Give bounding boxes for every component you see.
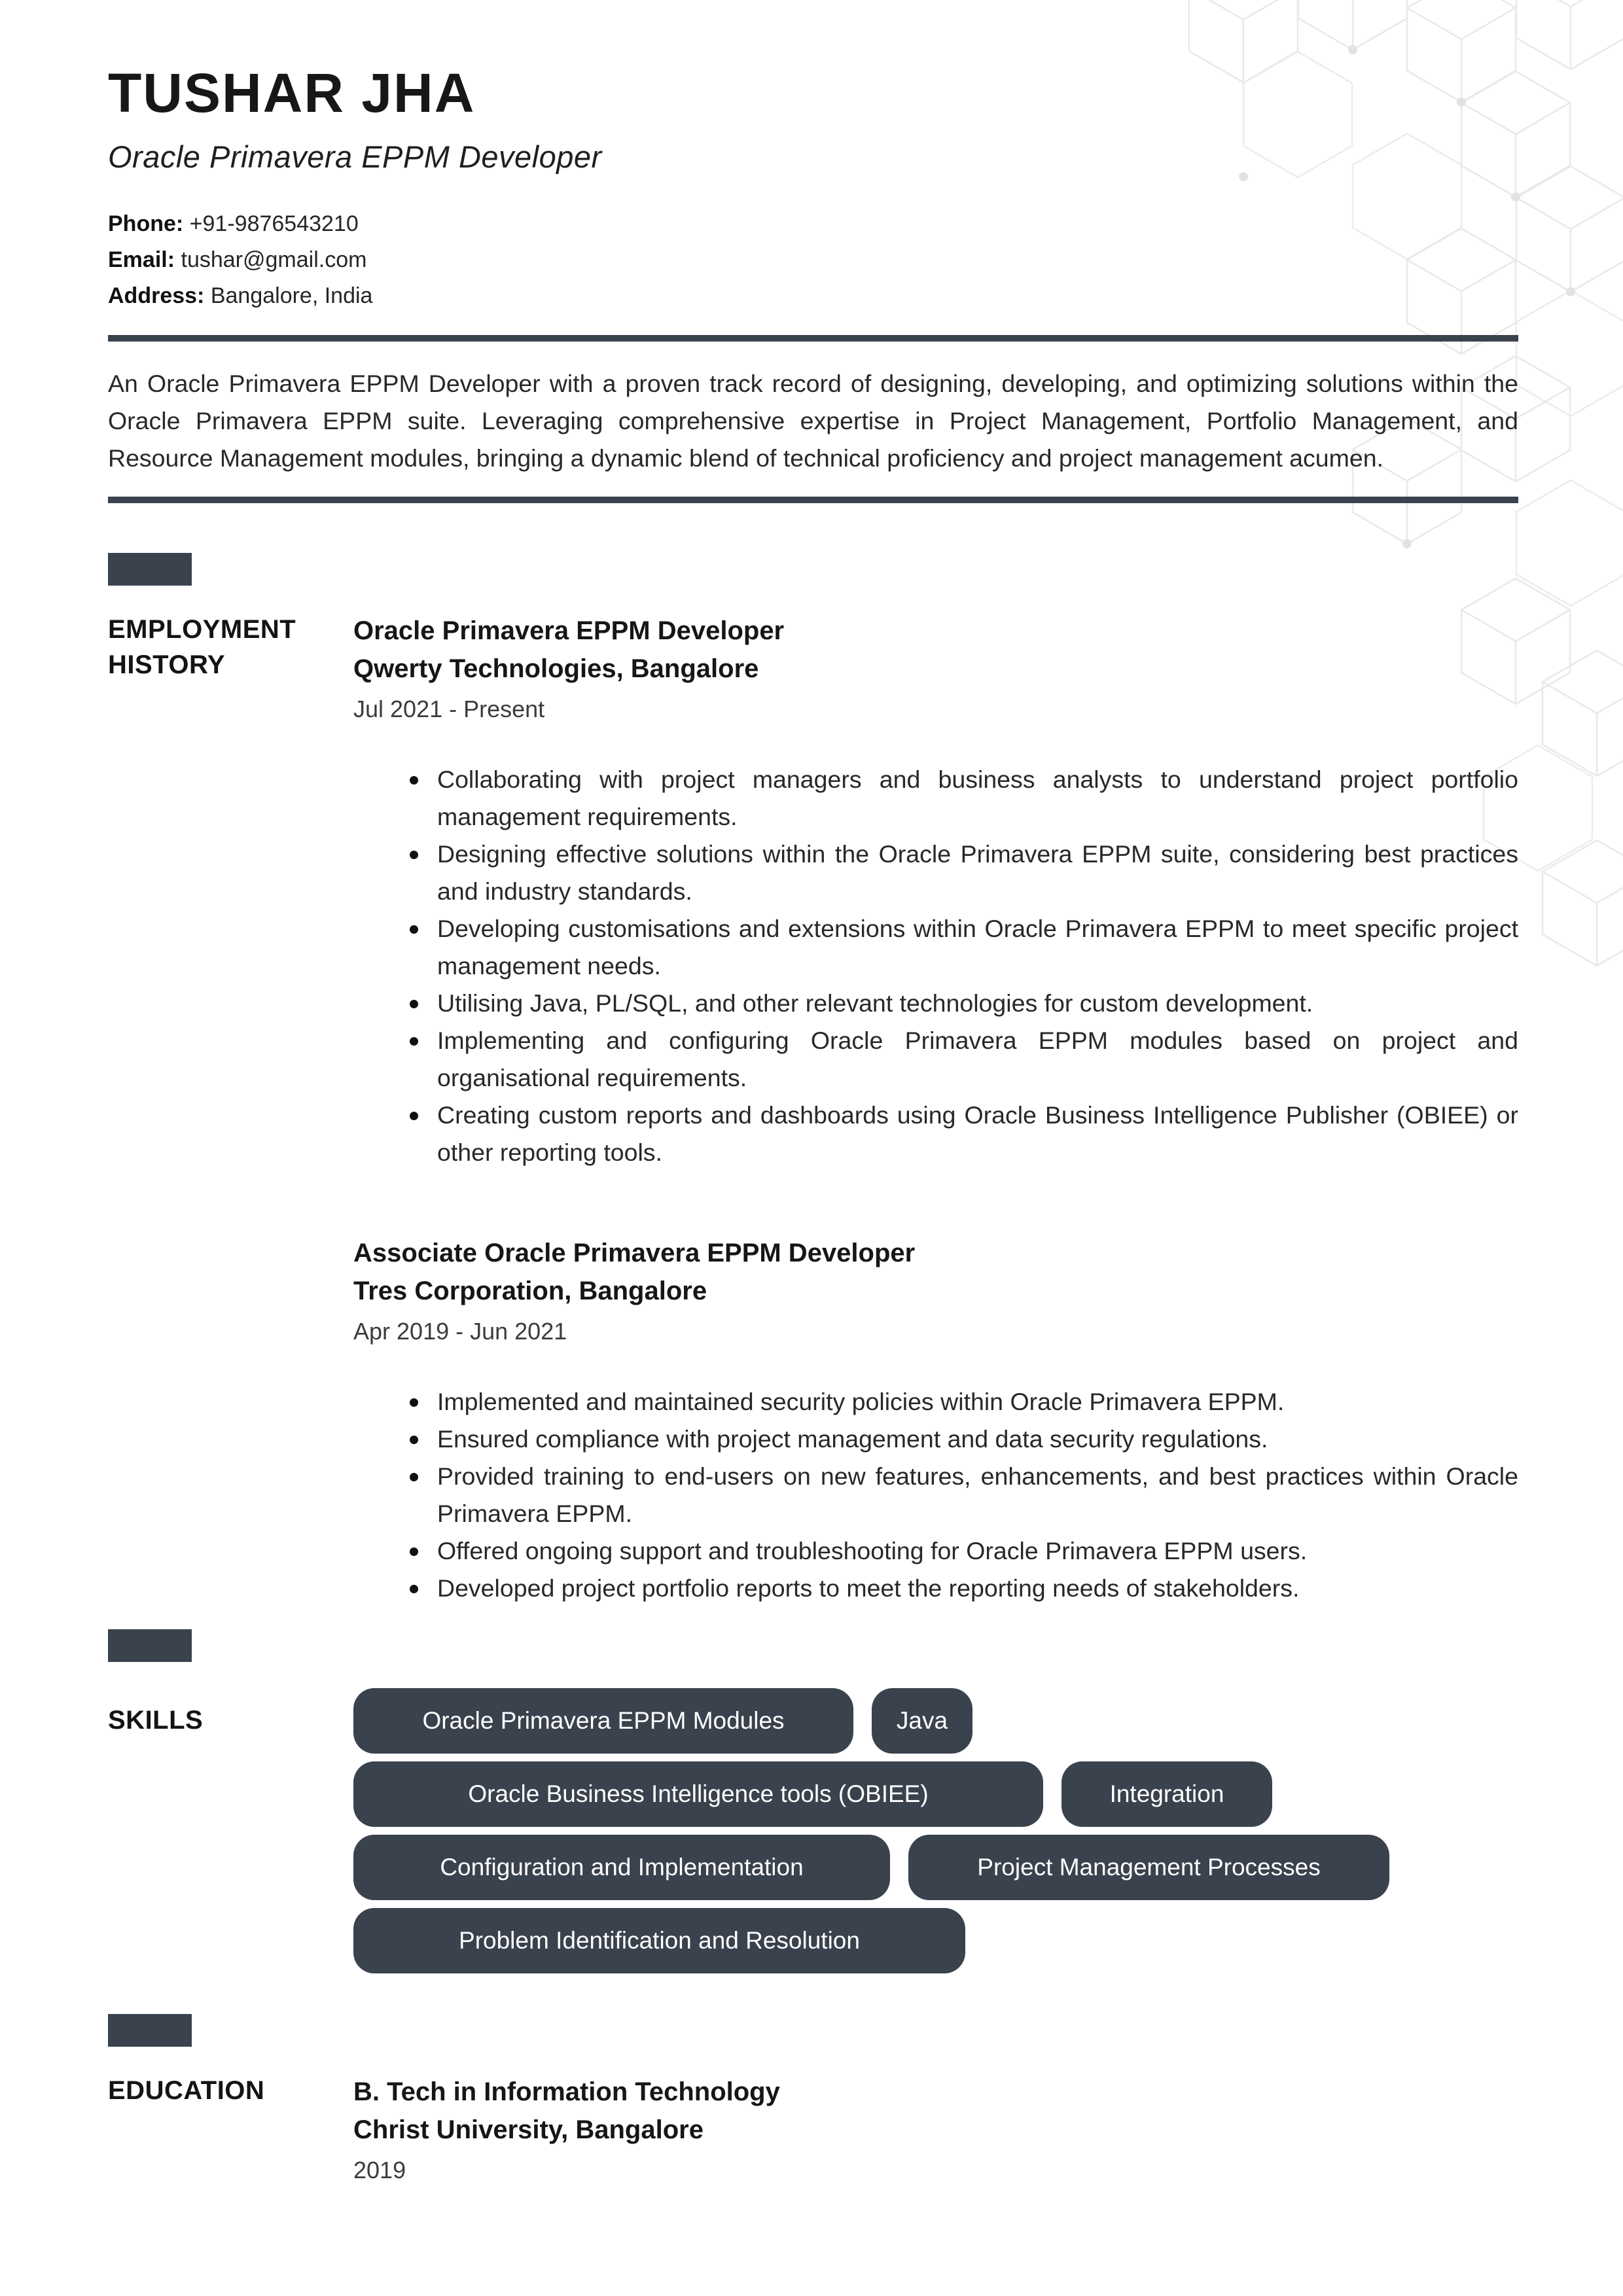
- education-degree: B. Tech in Information Technology: [353, 2077, 780, 2107]
- job-title: Associate Oracle Primavera EPPM Developer: [353, 1239, 916, 1268]
- job-dates: Apr 2019 - Jun 2021: [353, 1318, 567, 1345]
- employment-heading-col: [108, 612, 353, 1607]
- employment-heading: EMPLOYMENT HISTORY: [108, 615, 296, 680]
- job-bullet: Developed project portfolio reports to meet the reporting needs of stakeholders.: [437, 1570, 1518, 1607]
- divider-bottom: [108, 497, 1518, 503]
- contact-label: Email:: [108, 247, 175, 273]
- skill-pill: Integration: [1061, 1761, 1272, 1827]
- jobs-column: [353, 612, 1518, 1607]
- job-bullet: Ensured compliance with project management and data security regulations.: [437, 1421, 1518, 1458]
- education-heading: EDUCATION: [108, 2076, 265, 2106]
- job-entry: [353, 1234, 1518, 1607]
- skills-section: [108, 1688, 1518, 1973]
- job-company: Tres Corporation, Bangalore: [353, 1277, 707, 1306]
- skills-heading-col: [108, 1688, 353, 1973]
- job-title: Oracle Primavera EPPM Developer: [353, 616, 785, 646]
- job-entry: [353, 612, 1518, 1171]
- education-school: Christ University, Bangalore: [353, 2115, 704, 2145]
- skills-heading: SKILLS: [108, 1706, 204, 1735]
- job-bullet: Offered ongoing support and troubleshooting for Oracle Primavera EPPM users.: [437, 1532, 1518, 1570]
- job-bullet: Utilising Java, PL/SQL, and other relevant technologies for custom development.: [437, 985, 1518, 1022]
- divider-top: [108, 335, 1518, 342]
- section-marker: [108, 553, 192, 586]
- employment-section: [108, 612, 1518, 1607]
- section-marker: [108, 1629, 192, 1662]
- job-bullet: Developing customisations and extensions within Oracle Primavera EPPM to meet specific project management needs.: [437, 910, 1518, 985]
- education-heading-col: [108, 2073, 353, 2188]
- contact-line: Email: tushar@gmail.com: [108, 247, 367, 273]
- job-bullet: Collaborating with project managers and business analysts to understand project portfolio management requirements.: [437, 761, 1518, 836]
- skill-pill: Problem Identification and Resolution: [353, 1908, 965, 1973]
- skills-pill-list: [353, 1688, 1518, 1973]
- job-bullet-list: [353, 1383, 1518, 1607]
- job-dates: Jul 2021 - Present: [353, 696, 545, 723]
- skill-pill: Oracle Business Intelligence tools (OBIEE): [353, 1761, 1043, 1827]
- skill-pill: Java: [872, 1688, 972, 1754]
- skill-pill: Oracle Primavera EPPM Modules: [353, 1688, 853, 1754]
- skill-pill: Configuration and Implementation: [353, 1835, 890, 1900]
- contact-label: Address:: [108, 283, 205, 309]
- summary-text: An Oracle Primavera EPPM Developer with a proven track record of designing, developing, and optimizing solutions within the Oracle Primavera EPPM suite. Leveraging comprehensive expertise in Project Management, Portfolio Management, and Resource Management modules, bringing a dynamic blend of technical proficiency and project management acumen.: [108, 370, 1518, 472]
- job-company: Qwerty Technologies, Bangalore: [353, 654, 759, 684]
- candidate-name: TUSHAR JHA: [108, 62, 476, 124]
- contact-block: [108, 206, 1518, 314]
- job-bullet: Implemented and maintained security policies within Oracle Primavera EPPM.: [437, 1383, 1518, 1421]
- education-details: [353, 2073, 1518, 2188]
- section-marker: [108, 2014, 192, 2047]
- skill-pill: Project Management Processes: [908, 1835, 1389, 1900]
- candidate-title: Oracle Primavera EPPM Developer: [108, 139, 602, 175]
- contact-line: Address: Bangalore, India: [108, 283, 373, 309]
- contact-label: Phone:: [108, 211, 184, 237]
- job-bullet: Implementing and configuring Oracle Primavera EPPM modules based on project and organisational requirements.: [437, 1022, 1518, 1097]
- header: [108, 64, 1518, 314]
- education-section: [108, 2073, 1518, 2188]
- education-year: 2019: [353, 2157, 406, 2184]
- job-bullet: Designing effective solutions within the Oracle Primavera EPPM suite, considering best practices and industry standards.: [437, 836, 1518, 910]
- job-bullet: Creating custom reports and dashboards using Oracle Business Intelligence Publisher (OBIEE) or other reporting tools.: [437, 1097, 1518, 1171]
- job-bullet: Provided training to end-users on new features, enhancements, and best practices within Oracle Primavera EPPM.: [437, 1458, 1518, 1532]
- job-bullet-list: [353, 761, 1518, 1171]
- contact-line: Phone: +91-9876543210: [108, 211, 359, 237]
